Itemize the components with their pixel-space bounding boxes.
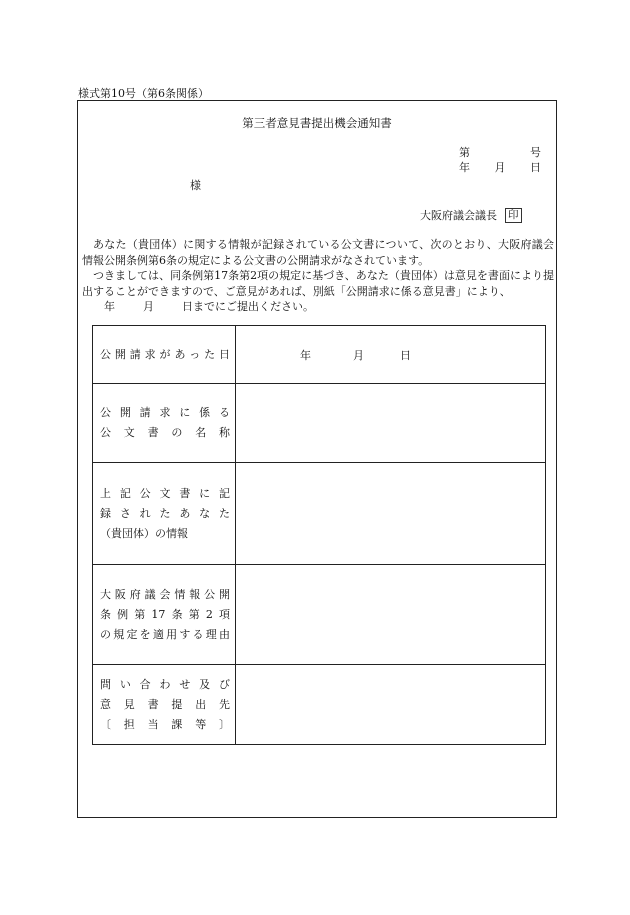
doc-no-go: 号 <box>530 146 541 159</box>
form-frame <box>77 100 557 818</box>
recorded-info-label: 上記公文書に記 録されたあなた （貴団体）の情報 <box>93 463 236 565</box>
addressee-suffix: 様 <box>190 179 201 192</box>
table-row <box>93 326 546 384</box>
document-name-value[interactable] <box>236 384 546 463</box>
application-reason-label: 大阪府議会情報公開 条例第17条第2項 の規定を適用する理由 <box>93 565 236 665</box>
body-text <box>82 237 554 315</box>
document-number-block <box>459 145 541 175</box>
body-paragraph-2: つきましては、同条例第17条第2項の規定に基づき、あなた（貴団体）は意見を書面により提出することができますので、ご意見があれば、別紙「公開請求に係る意見書」により、 <box>82 269 554 298</box>
doc-no-dai: 第 <box>459 146 470 159</box>
table-row <box>93 665 546 745</box>
document-title: 第三者意見書提出機会通知書 <box>242 116 392 130</box>
form-number: 様式第10号（第6条関係） <box>78 87 209 100</box>
request-month: 月 <box>353 348 364 362</box>
seal-mark: 印 <box>505 208 522 223</box>
table-row <box>93 463 546 565</box>
request-year: 年 <box>300 348 311 362</box>
table-row <box>93 384 546 463</box>
deadline-year: 年 <box>104 300 115 314</box>
request-date-label: 公開請求があった日 <box>93 326 236 384</box>
doc-date-month: 月 <box>494 161 506 174</box>
sender-name: 大阪府議会議長 <box>420 209 497 222</box>
deadline-day: 日までにご提出ください。 <box>182 300 314 314</box>
notice-table <box>92 325 546 745</box>
doc-date-day: 日 <box>530 161 541 174</box>
document-name-label: 公開請求に係る 公文書の名称 <box>93 384 236 463</box>
sender-block <box>420 207 522 223</box>
deadline-line <box>104 299 554 315</box>
deadline-month: 月 <box>143 300 154 314</box>
contact-label: 問い合わせ及び 意見書提出先 〔担当課等〕 <box>93 665 236 745</box>
doc-date-year: 年 <box>459 161 470 174</box>
contact-value[interactable] <box>236 665 546 745</box>
body-paragraph-1: あなた（貴団体）に関する情報が記録されている公文書について、次のとおり、大阪府議会情報公開条例第6条の規定による公文書の公開請求がなされています。 <box>82 238 554 267</box>
recorded-info-value[interactable] <box>236 463 546 565</box>
table-row <box>93 565 546 665</box>
request-date-value <box>236 326 546 384</box>
request-day: 日 <box>400 348 411 362</box>
application-reason-value[interactable] <box>236 565 546 665</box>
